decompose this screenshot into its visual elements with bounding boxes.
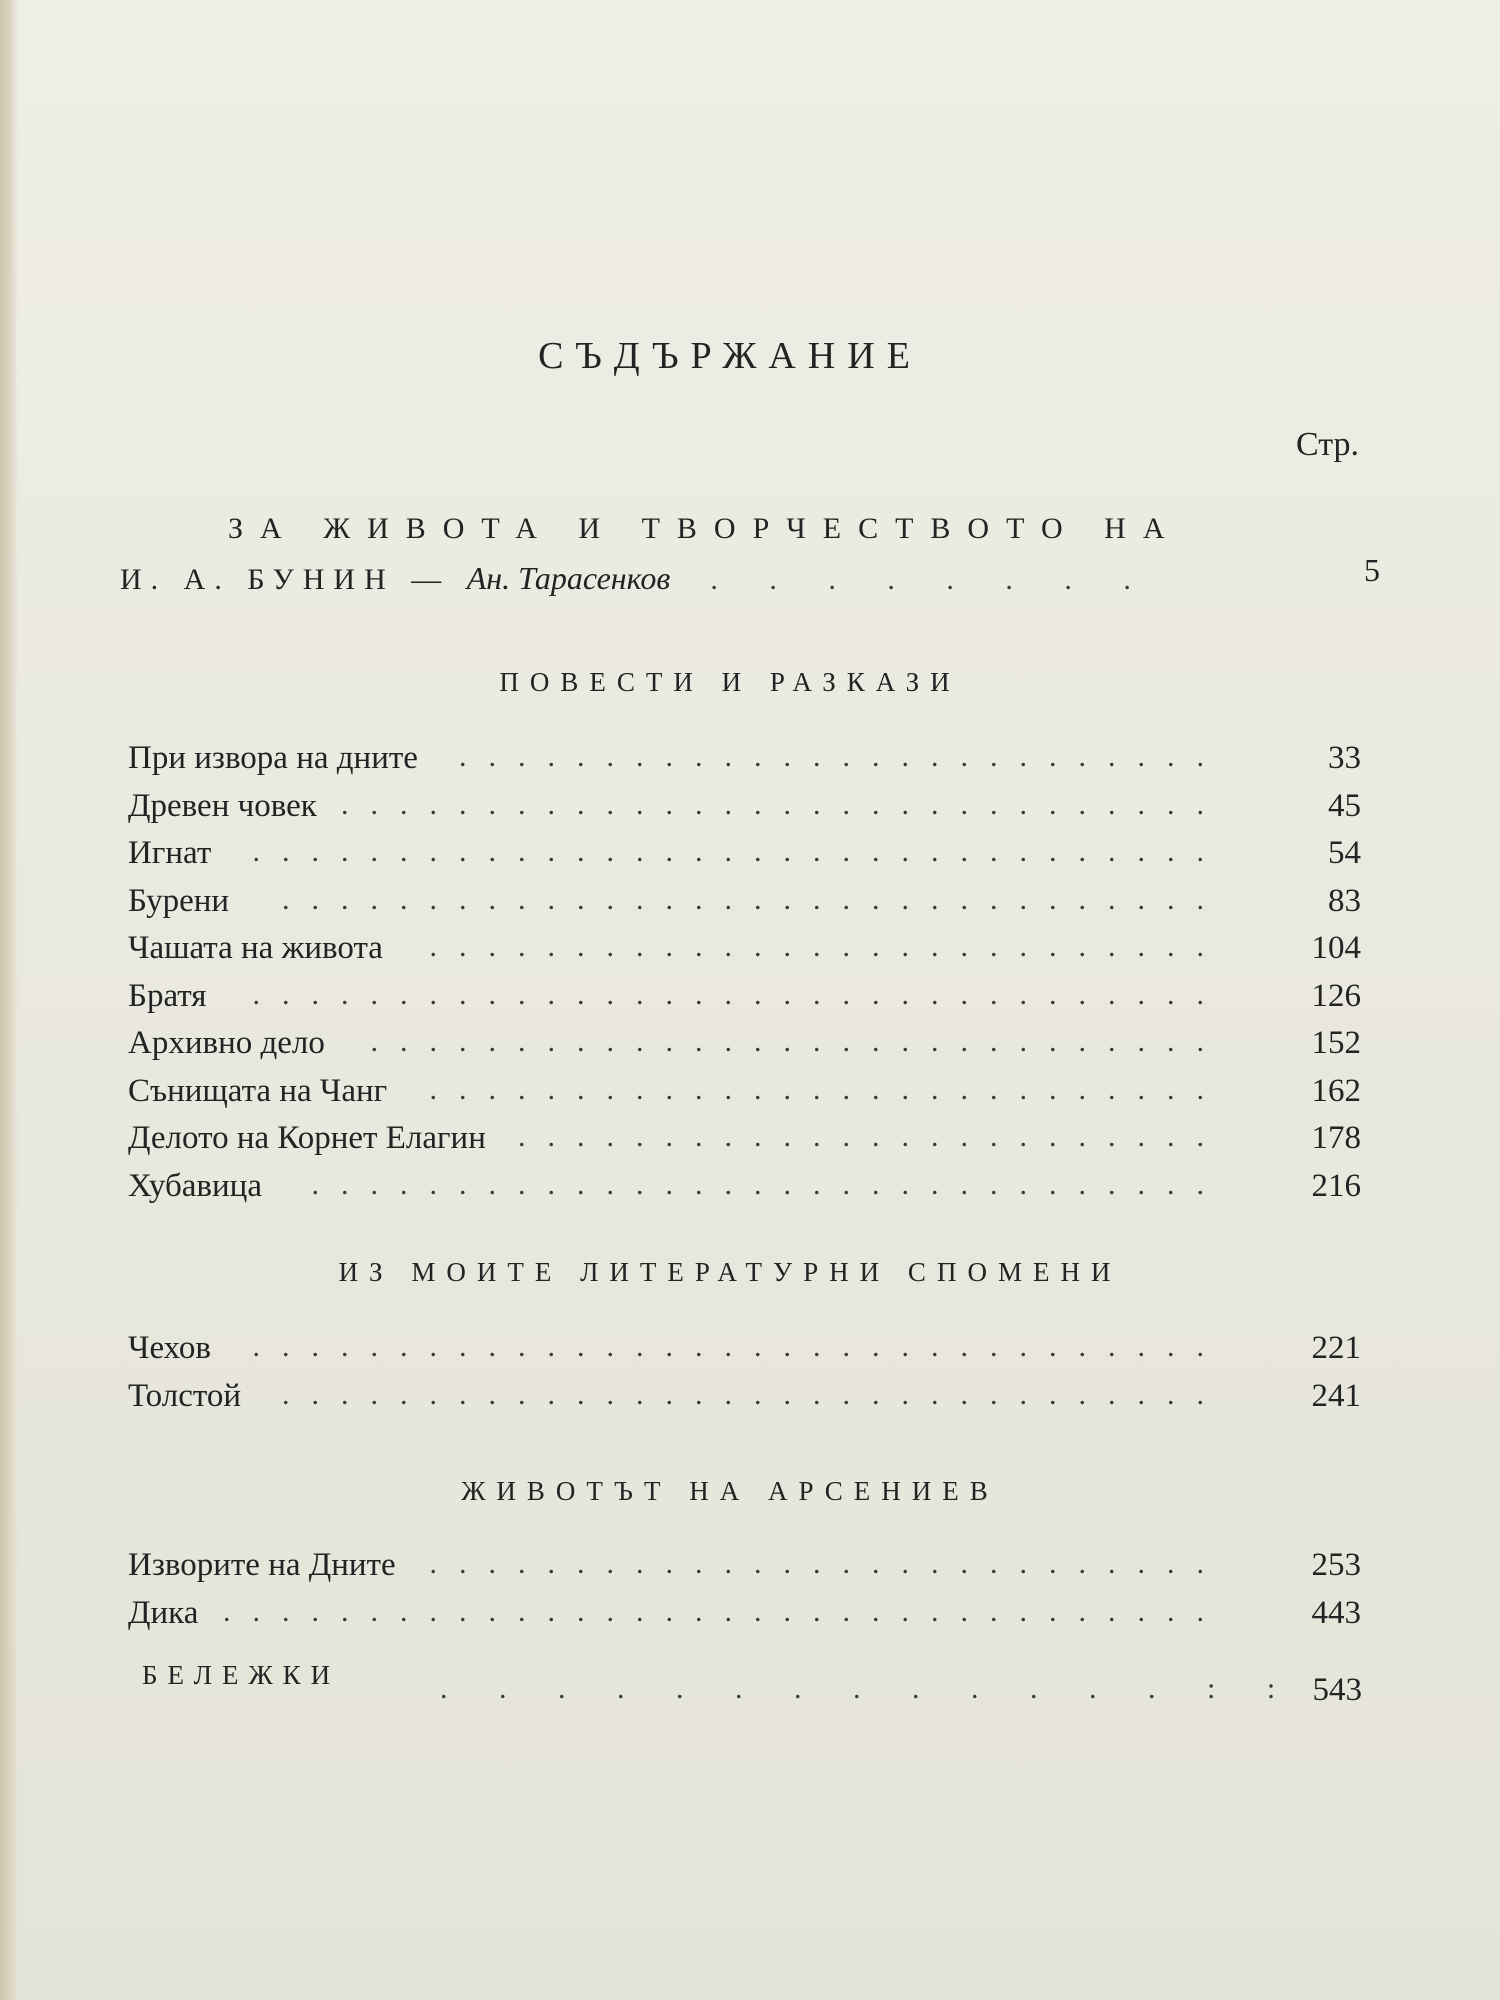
page-edge — [0, 0, 18, 2000]
toc-entry — [128, 883, 1361, 931]
toc-entry-page: 45 — [1328, 787, 1361, 824]
toc-entry-title: Толстой — [128, 1377, 242, 1414]
toc-entry-page: 33 — [1328, 740, 1361, 776]
toc-entry-title: Изворите на Дните — [128, 1547, 396, 1583]
toc-entry-page: 152 — [1311, 1025, 1361, 1061]
toc-entry-page: 253 — [1311, 1547, 1361, 1583]
section-heading-memories: ИЗ МОИТЕ ЛИТЕРАТУРНИ СПОМЕНИ — [338, 1257, 1122, 1287]
toc-entry-title: При извора на дните — [128, 740, 418, 776]
toc-entry-page: 443 — [1311, 1594, 1361, 1631]
notes-page: 543 — [1312, 1672, 1362, 1708]
toc-entry-page: 178 — [1311, 1120, 1361, 1156]
toc-entry — [128, 1595, 1361, 1643]
toc-entry-title: Хубавица — [128, 1167, 262, 1204]
toc-entry-title: Игнат — [128, 835, 212, 871]
intro-entry-line2 — [120, 560, 1153, 597]
toc-entry — [128, 835, 1361, 883]
toc-entry-title: Архивно дело — [128, 1025, 325, 1061]
section-heading-arseniev: ЖИВОТЪТ НА АРСЕНИЕВ — [461, 1476, 999, 1506]
intro-leader-dots: . . . . . . . . — [710, 563, 1153, 596]
toc-list-stories — [128, 740, 1361, 1215]
page-title: СЪДЪРЖАНИЕ — [538, 335, 922, 377]
toc-entry — [128, 978, 1361, 1026]
toc-leader-dots: .......................... — [459, 740, 1226, 773]
toc-entry — [128, 1168, 1361, 1216]
toc-entry — [128, 1330, 1361, 1378]
section-heading-stories: ПОВЕСТИ И РАЗКАЗИ — [499, 667, 961, 697]
toc-entry-title: Делото на Корнет Елагин — [128, 1120, 486, 1156]
toc-entry-title: Дика — [128, 1594, 199, 1631]
toc-entry — [128, 1025, 1361, 1073]
intro-entry-caps: И. А. БУНИН — — [120, 563, 467, 596]
toc-leader-dots: ................................. — [252, 835, 1226, 868]
toc-entry-title: Чехов — [128, 1330, 211, 1366]
toc-entry-page: 83 — [1328, 882, 1361, 919]
notes-leader-dots: . . . . . . . . . . . . . : : — [440, 1672, 1298, 1705]
toc-entry-page: 54 — [1328, 835, 1361, 871]
toc-leader-dots: ................................ — [282, 1377, 1226, 1411]
toc-entry-title: Чашата на живота — [128, 930, 383, 966]
toc-entry — [128, 1120, 1361, 1168]
page-column-label: Стр. — [1296, 426, 1360, 463]
toc-entry-page: 126 — [1311, 977, 1361, 1014]
intro-entry-line1: ЗА ЖИВОТА И ТВОРЧЕСТВОТО НА — [228, 512, 1182, 545]
toc-entry — [128, 788, 1361, 836]
toc-leader-dots: ........................... — [429, 1072, 1226, 1106]
toc-leader-dots: ........................... — [429, 930, 1226, 963]
toc-leader-dots: .............................. — [341, 787, 1226, 821]
toc-entry — [128, 1547, 1361, 1595]
notes-heading: БЕЛЕЖКИ — [142, 1660, 341, 1690]
toc-entry-page: 104 — [1311, 930, 1361, 966]
toc-entry — [128, 930, 1361, 978]
intro-entry-author: Ан. Тарасенков — [466, 560, 671, 596]
toc-entry-title: Братя — [128, 977, 207, 1014]
toc-entry-title: Бурени — [128, 882, 230, 919]
toc-leader-dots: ................................. — [252, 977, 1226, 1011]
toc-list-memories — [128, 1330, 1361, 1425]
toc-entry-title: Древен човек — [128, 787, 317, 824]
toc-leader-dots: .................................. — [223, 1594, 1226, 1628]
toc-leader-dots: ................................ — [282, 882, 1226, 916]
toc-entry-title: Сънищата на Чанг — [128, 1072, 388, 1109]
toc-leader-dots: ............................. — [370, 1025, 1226, 1058]
toc-leader-dots: ........................... — [429, 1547, 1226, 1580]
toc-leader-dots: ................................. — [252, 1330, 1226, 1363]
toc-entry — [128, 740, 1361, 788]
toc-leader-dots: ........................ — [518, 1120, 1226, 1153]
intro-entry-page: 5 — [1364, 552, 1380, 588]
toc-entry-page: 241 — [1311, 1377, 1361, 1414]
toc-entry — [128, 1073, 1361, 1121]
toc-entry-page: 216 — [1311, 1167, 1361, 1204]
toc-entry-page: 162 — [1311, 1072, 1361, 1109]
toc-entry-page: 221 — [1311, 1330, 1361, 1366]
toc-list-arseniev — [128, 1547, 1361, 1642]
toc-leader-dots: ............................... — [311, 1167, 1226, 1201]
toc-entry — [128, 1378, 1361, 1426]
